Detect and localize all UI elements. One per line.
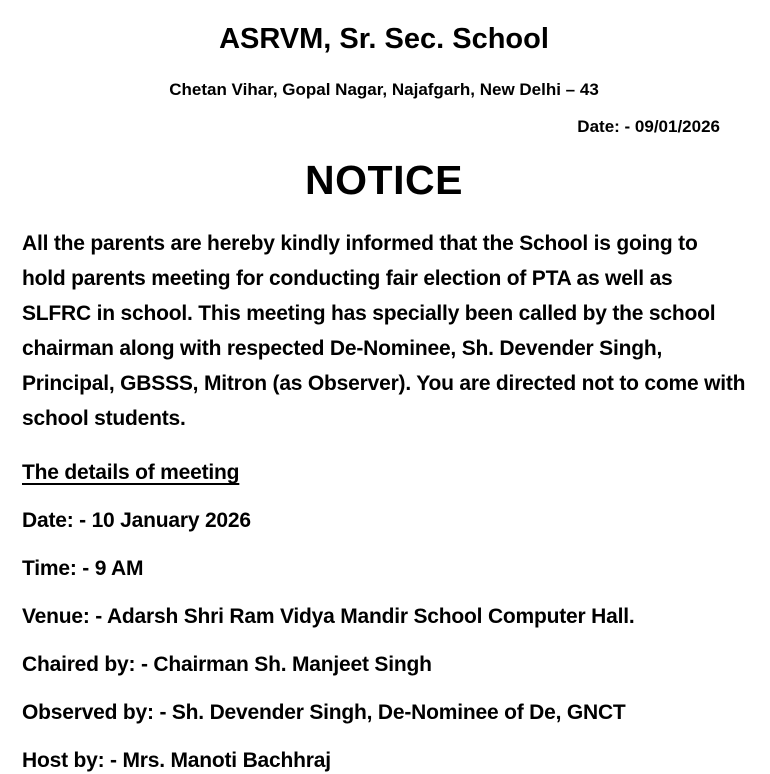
chaired-by-line: Chaired by: - Chairman Sh. Manjeet Singh xyxy=(22,653,432,676)
meeting-venue-line: Venue: - Adarsh Shri Ram Vidya Mandir School Computer Hall. xyxy=(22,605,635,628)
observed-by-line: Observed by: - Sh. Devender Singh, De-Nominee of De, GNCT xyxy=(22,701,626,724)
notice-title: NOTICE xyxy=(305,157,463,203)
school-name-heading: ASRVM, Sr. Sec. School xyxy=(219,23,549,55)
notice-body-paragraph: All the parents are hereby kindly informed that the School is going to hold parents meeting for conducting fair election of PTA as well as SLFRC in school. This meeting has specially been called by the school chairman along with respected De-Nominee, Sh. Devender Singh, Principal, GBSSS, Mitron (as Observer). You are directed not to come with school students. xyxy=(22,232,746,430)
issue-date: Date: - 09/01/2026 xyxy=(577,117,720,136)
host-by-line: Host by: - Mrs. Manoti Bachhraj xyxy=(22,749,331,772)
school-address: Chetan Vihar, Gopal Nagar, Najafgarh, New Delhi – 43 xyxy=(169,80,599,99)
meeting-details-heading: The details of meeting xyxy=(22,461,240,484)
meeting-date-line: Date: - 10 January 2026 xyxy=(22,509,251,532)
meeting-time-line: Time: - 9 AM xyxy=(22,557,144,580)
